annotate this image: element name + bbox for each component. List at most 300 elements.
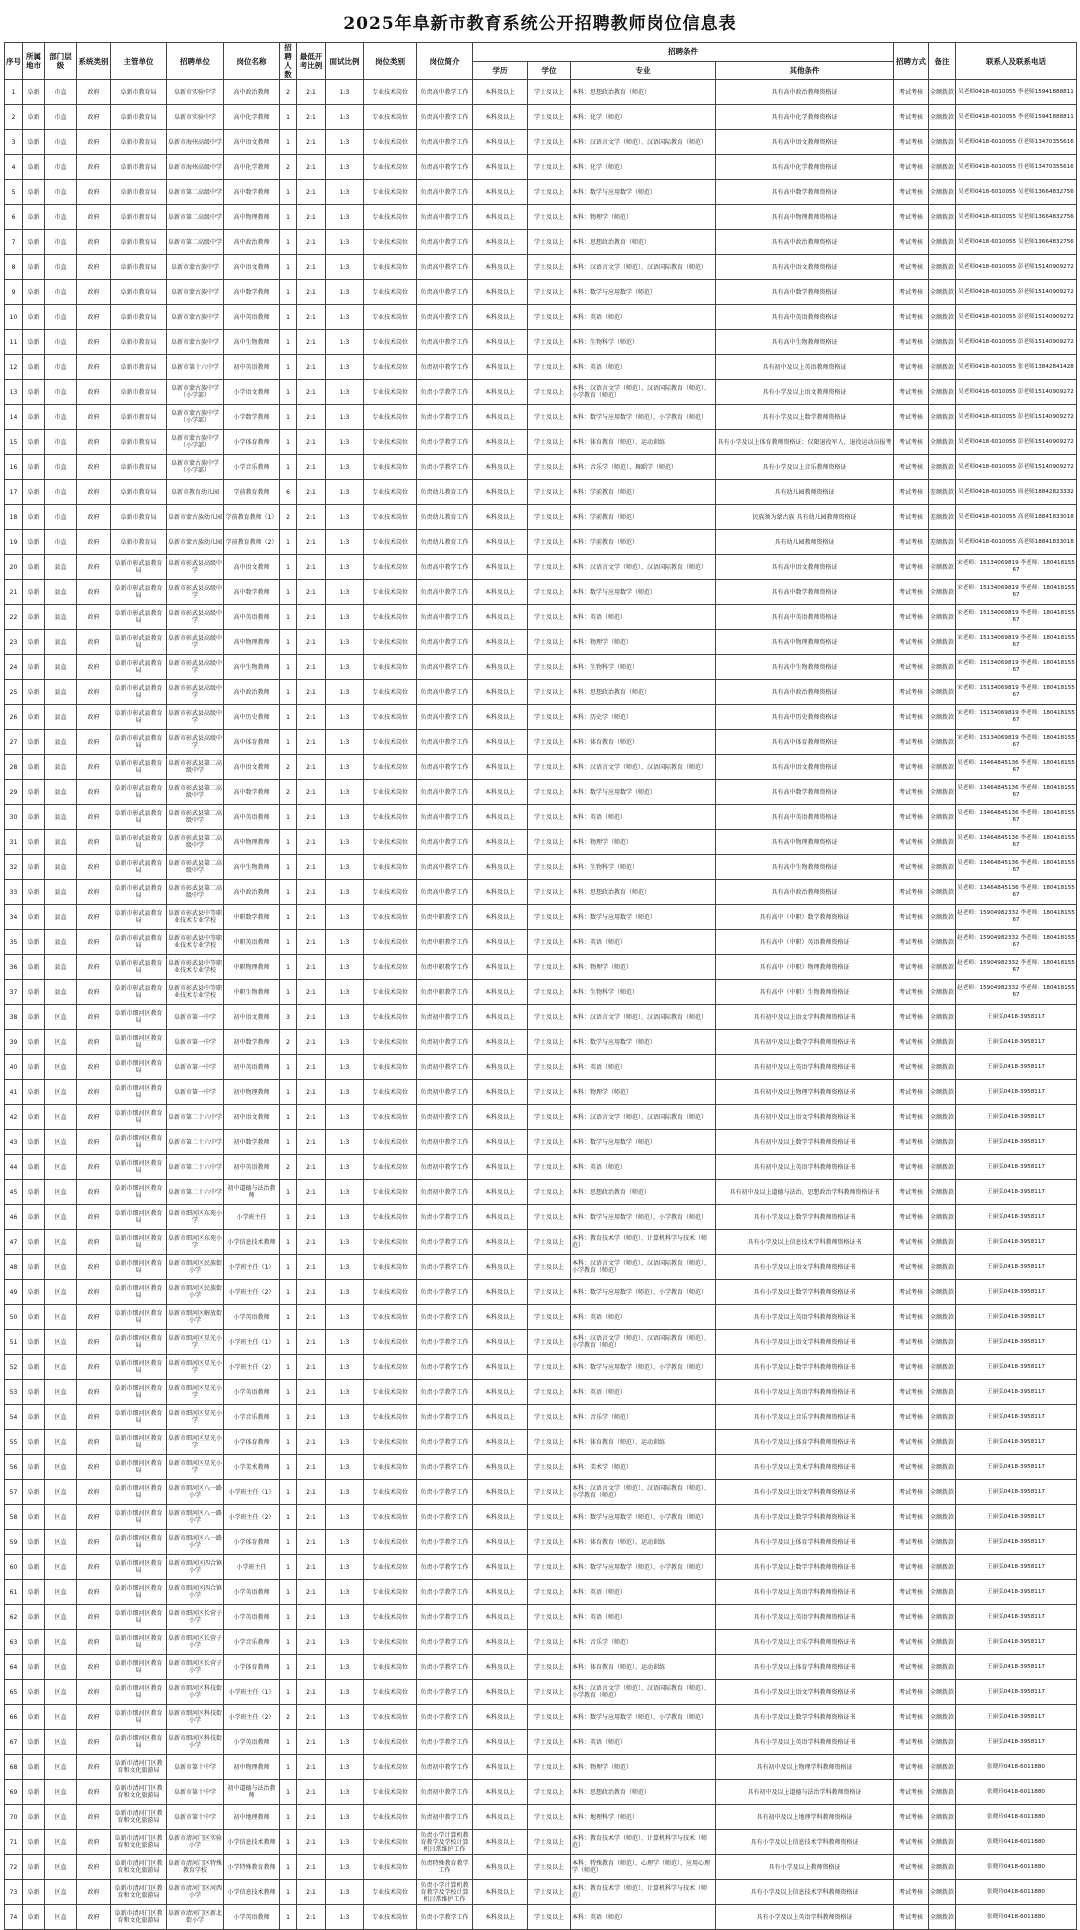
cell-other: 具有小学及以上音乐学科教师资格证书 — [716, 1405, 894, 1430]
cell-count: 2 — [280, 155, 297, 180]
header-edu: 学历 — [473, 61, 528, 80]
cell-system: 政府 — [77, 1280, 111, 1305]
cell-region: 阜新 — [23, 705, 45, 730]
cell-employer: 阜新市第二十六中学 — [167, 1155, 224, 1180]
cell-interview-ratio: 1:3 — [326, 1855, 364, 1880]
cell-min-ratio: 2:1 — [297, 480, 326, 505]
cell-system: 政府 — [77, 530, 111, 555]
cell-major: 本科：汉语言文学（师范）、汉语国际教育（师范）、小学教育（师范） — [571, 1680, 716, 1705]
cell-employer: 阜新市蒙古族中学（小学部） — [167, 430, 224, 455]
cell-level: 市直 — [45, 255, 77, 280]
cell-employer: 阜新市蒙古族中学 — [167, 330, 224, 355]
cell-intro: 负责高中教学工作 — [417, 555, 473, 580]
cell-category: 专业技术岗位 — [364, 1780, 417, 1805]
cell-contact: 吴老师0418-6010055 彭老师15140909272 — [956, 255, 1077, 280]
cell-employer: 阜新市实验中学 — [167, 105, 224, 130]
cell-count: 1 — [280, 1630, 297, 1655]
cell-count: 1 — [280, 1230, 297, 1255]
cell-level: 区直 — [45, 1805, 77, 1830]
cell-count: 1 — [280, 930, 297, 955]
cell-major: 本科：体育教育（师范） — [571, 730, 716, 755]
cell-method: 考试考核 — [894, 1205, 929, 1230]
cell-min-ratio: 2:1 — [297, 1730, 326, 1755]
cell-note: 全额拨款 — [929, 1430, 956, 1455]
cell-contact: 吴老师0418-6010055 彭老师15140909272 — [956, 380, 1077, 405]
cell-interview-ratio: 1:3 — [326, 1155, 364, 1180]
cell-major: 本科：汉语言文学（师范）、汉语国际教育（师范） — [571, 255, 716, 280]
table-row — [5, 1280, 1077, 1305]
cell-employer: 阜新市彰武县第二高级中学 — [167, 830, 224, 855]
cell-employer: 阜新市细河区长营子小学 — [167, 1630, 224, 1655]
cell-authority: 阜新市细河区教育局 — [111, 1280, 167, 1305]
cell-employer: 阜新市细河区八一路小学 — [167, 1505, 224, 1530]
table-row — [5, 1605, 1077, 1630]
cell-region: 阜新 — [23, 580, 45, 605]
cell-contact: 张晓玲0418-6011880 — [956, 1880, 1077, 1905]
cell-other: 具有高中历史教师资格证 — [716, 705, 894, 730]
cell-other: 具有幼儿园教师资格证 — [716, 480, 894, 505]
cell-method: 考试考核 — [894, 1405, 929, 1430]
cell-contact: 张晓玲0418-6011880 — [956, 1780, 1077, 1805]
cell-level: 区直 — [45, 1455, 77, 1480]
cell-note: 全额拨款 — [929, 780, 956, 805]
cell-major: 本科：英语（师范） — [571, 605, 716, 630]
cell-contact: 吴老师：13464845136 李老师：18041815567 — [956, 780, 1077, 805]
cell-count: 1 — [280, 1105, 297, 1130]
cell-degree: 学士及以上 — [528, 1480, 571, 1505]
cell-note: 全额拨款 — [929, 1730, 956, 1755]
cell-min-ratio: 2:1 — [297, 355, 326, 380]
cell-contact: 王丽弘0418-3958117 — [956, 1730, 1077, 1755]
cell-level: 市直 — [45, 305, 77, 330]
cell-other: 具有高中语文教师资格证 — [716, 130, 894, 155]
cell-intro: 负责幼儿教育工作 — [417, 505, 473, 530]
table-row — [5, 505, 1077, 530]
cell-other: 具有小学及以上体育学科教师资格证书 — [716, 1430, 894, 1455]
cell-employer: 阜新市清河门区河西小学 — [167, 1880, 224, 1905]
cell-min-ratio: 2:1 — [297, 455, 326, 480]
cell-region: 阜新 — [23, 505, 45, 530]
cell-count: 1 — [280, 1755, 297, 1780]
cell-count: 1 — [280, 530, 297, 555]
table-row — [5, 1030, 1077, 1055]
cell-level: 区直 — [45, 1205, 77, 1230]
cell-authority: 阜新市彰武县教育局 — [111, 980, 167, 1005]
cell-region: 阜新 — [23, 230, 45, 255]
cell-note: 全额拨款 — [929, 955, 956, 980]
cell-position: 高中物理教师 — [224, 830, 280, 855]
cell-authority: 阜新市彰武县教育局 — [111, 855, 167, 880]
cell-note: 全额拨款 — [929, 855, 956, 880]
cell-degree: 学士及以上 — [528, 630, 571, 655]
cell-position: 初中语文教师 — [224, 1005, 280, 1030]
cell-method: 考试考核 — [894, 1380, 929, 1405]
table-row — [5, 430, 1077, 455]
cell-major: 本科：汉语言文学（师范）、汉语国际教育（师范）、小学教育（师范） — [571, 1255, 716, 1280]
cell-intro: 负责高中教学工作 — [417, 280, 473, 305]
cell-level: 区直 — [45, 1480, 77, 1505]
cell-position: 初中物理教师 — [224, 1755, 280, 1780]
cell-employer: 阜新市细河区四合镇小学 — [167, 1580, 224, 1605]
cell-level: 县直 — [45, 780, 77, 805]
cell-major: 本科：思想政治教育（师范） — [571, 1780, 716, 1805]
cell-count: 1 — [280, 955, 297, 980]
cell-region: 阜新 — [23, 1880, 45, 1905]
cell-other: 具有小学及以上美术学科教师资格证书 — [716, 1455, 894, 1480]
table-row — [5, 480, 1077, 505]
cell-seq: 50 — [5, 1305, 23, 1330]
cell-intro: 负责小学教学工作 — [417, 1405, 473, 1430]
cell-intro: 负责小学教学工作 — [417, 455, 473, 480]
cell-intro: 负责高中教学工作 — [417, 330, 473, 355]
cell-interview-ratio: 1:3 — [326, 955, 364, 980]
cell-contact: 赵老师：15904982332 李老师：18041815567 — [956, 955, 1077, 980]
cell-position: 高中语文教师 — [224, 130, 280, 155]
cell-interview-ratio: 1:3 — [326, 1380, 364, 1405]
cell-system: 政府 — [77, 855, 111, 880]
cell-method: 考试考核 — [894, 1280, 929, 1305]
cell-intro: 负责初中教学工作 — [417, 355, 473, 380]
document-title: 2025年阜新市教育系统公开招聘教师岗位信息表 — [343, 14, 737, 34]
cell-region: 阜新 — [23, 1005, 45, 1030]
cell-system: 政府 — [77, 630, 111, 655]
cell-position: 学前教育教师 — [224, 480, 280, 505]
cell-contact: 宋老师：15134069819 李老师：18041815567 — [956, 630, 1077, 655]
cell-system: 政府 — [77, 755, 111, 780]
cell-degree: 学士及以上 — [528, 1330, 571, 1355]
cell-min-ratio: 2:1 — [297, 830, 326, 855]
header-method: 招聘方式 — [894, 43, 929, 80]
cell-position: 中职英语教师 — [224, 930, 280, 955]
cell-min-ratio: 2:1 — [297, 1755, 326, 1780]
cell-contact: 吴老师0418-6010055 彭老师15140909272 — [956, 280, 1077, 305]
cell-employer: 阜新市细河区长营子小学 — [167, 1655, 224, 1680]
cell-other: 具有高中（中职）物理教师资格证 — [716, 955, 894, 980]
cell-major: 本科：汉语言文学（师范）、汉语国际教育（师范）、小学教育（师范） — [571, 1330, 716, 1355]
cell-position: 高中数学教师 — [224, 580, 280, 605]
cell-intro: 负责高中教学工作 — [417, 105, 473, 130]
table-row — [5, 655, 1077, 680]
cell-degree: 学士及以上 — [528, 1530, 571, 1555]
cell-seq: 3 — [5, 130, 23, 155]
cell-degree: 学士及以上 — [528, 705, 571, 730]
cell-employer: 阜新市第十中学 — [167, 1805, 224, 1830]
cell-region: 阜新 — [23, 1080, 45, 1105]
cell-region: 阜新 — [23, 180, 45, 205]
cell-major: 本科：物理学（师范） — [571, 1755, 716, 1780]
cell-count: 1 — [280, 1530, 297, 1555]
cell-authority: 阜新市细河区教育局 — [111, 1205, 167, 1230]
cell-degree: 学士及以上 — [528, 655, 571, 680]
cell-method: 考试考核 — [894, 205, 929, 230]
table-row — [5, 580, 1077, 605]
cell-category: 专业技术岗位 — [364, 755, 417, 780]
table-row — [5, 1155, 1077, 1180]
cell-level: 区直 — [45, 1530, 77, 1555]
cell-interview-ratio: 1:3 — [326, 1580, 364, 1605]
cell-level: 区直 — [45, 1430, 77, 1455]
cell-category: 专业技术岗位 — [364, 855, 417, 880]
cell-contact: 宋老师：15134069819 李老师：18041815567 — [956, 730, 1077, 755]
header-note: 备注 — [929, 43, 956, 80]
header-seq: 序号 — [5, 43, 23, 80]
cell-min-ratio: 2:1 — [297, 1805, 326, 1830]
cell-degree: 学士及以上 — [528, 255, 571, 280]
cell-level: 区直 — [45, 1830, 77, 1855]
cell-region: 阜新 — [23, 105, 45, 130]
cell-interview-ratio: 1:3 — [326, 605, 364, 630]
cell-min-ratio: 2:1 — [297, 630, 326, 655]
cell-interview-ratio: 1:3 — [326, 855, 364, 880]
cell-note: 全额拨款 — [929, 1505, 956, 1530]
cell-position: 高中物理教师 — [224, 630, 280, 655]
cell-interview-ratio: 1:3 — [326, 730, 364, 755]
cell-degree: 学士及以上 — [528, 1680, 571, 1705]
cell-authority: 阜新市细河区教育局 — [111, 1630, 167, 1655]
cell-position: 小学英语教师 — [224, 1380, 280, 1405]
cell-interview-ratio: 1:3 — [326, 1355, 364, 1380]
cell-major: 本科：汉语言文学（师范）、汉语国际教育（师范） — [571, 555, 716, 580]
cell-contact: 王丽弘0418-3958117 — [956, 1180, 1077, 1205]
cell-interview-ratio: 1:3 — [326, 705, 364, 730]
cell-method: 考试考核 — [894, 780, 929, 805]
cell-contact: 吴老师0418-6010055 任老师13470355616 — [956, 130, 1077, 155]
cell-other: 具有小学及以上教师资格证 — [716, 1855, 894, 1880]
cell-major: 本科：英语（师范） — [571, 1155, 716, 1180]
cell-min-ratio: 2:1 — [297, 1555, 326, 1580]
cell-min-ratio: 2:1 — [297, 405, 326, 430]
cell-count: 1 — [280, 705, 297, 730]
cell-employer: 阜新市细河区长营子小学 — [167, 1605, 224, 1630]
cell-interview-ratio: 1:3 — [326, 1730, 364, 1755]
cell-authority: 阜新市细河区教育局 — [111, 1380, 167, 1405]
cell-seq: 7 — [5, 230, 23, 255]
cell-contact: 吴老师：13464845136 李老师：18041815567 — [956, 830, 1077, 855]
cell-contact: 张晓玲0418-6011880 — [956, 1830, 1077, 1855]
cell-region: 阜新 — [23, 480, 45, 505]
cell-authority: 阜新市细河区教育局 — [111, 1555, 167, 1580]
cell-level: 区直 — [45, 1380, 77, 1405]
cell-min-ratio: 2:1 — [297, 1780, 326, 1805]
cell-note: 全额拨款 — [929, 1530, 956, 1555]
cell-edu: 本科及以上 — [473, 905, 528, 930]
cell-note: 全额拨款 — [929, 405, 956, 430]
cell-intro: 负责小学教学工作 — [417, 380, 473, 405]
cell-category: 专业技术岗位 — [364, 1305, 417, 1330]
cell-method: 考试考核 — [894, 1580, 929, 1605]
cell-degree: 学士及以上 — [528, 1255, 571, 1280]
cell-region: 阜新 — [23, 1105, 45, 1130]
cell-category: 专业技术岗位 — [364, 1480, 417, 1505]
cell-method: 考试考核 — [894, 1905, 929, 1930]
cell-min-ratio: 2:1 — [297, 130, 326, 155]
cell-intro: 负责小学教学工作 — [417, 1305, 473, 1330]
cell-note: 全额拨款 — [929, 230, 956, 255]
cell-min-ratio: 2:1 — [297, 855, 326, 880]
cell-method: 考试考核 — [894, 155, 929, 180]
cell-seq: 20 — [5, 555, 23, 580]
cell-authority: 阜新市教育局 — [111, 80, 167, 105]
cell-employer: 阜新市彰武县高级中学 — [167, 580, 224, 605]
cell-min-ratio: 2:1 — [297, 605, 326, 630]
cell-degree: 学士及以上 — [528, 155, 571, 180]
cell-position: 小学班主任（1） — [224, 1480, 280, 1505]
cell-intro: 负责高中教学工作 — [417, 880, 473, 905]
cell-min-ratio: 2:1 — [297, 780, 326, 805]
cell-employer: 阜新市彰武县中等职业技术专业学校 — [167, 955, 224, 980]
cell-min-ratio: 2:1 — [297, 380, 326, 405]
cell-region: 阜新 — [23, 1505, 45, 1530]
table-row — [5, 1105, 1077, 1130]
cell-method: 考试考核 — [894, 255, 929, 280]
cell-other: 具有初中及以上语文学科教师资格证书 — [716, 1105, 894, 1130]
cell-authority: 阜新市细河区教育局 — [111, 1405, 167, 1430]
cell-edu: 本科及以上 — [473, 1630, 528, 1655]
cell-seq: 35 — [5, 930, 23, 955]
cell-degree: 学士及以上 — [528, 1105, 571, 1130]
cell-other: 具有小学及以上信息技术学科教师资格证 — [716, 1880, 894, 1905]
cell-intro: 负责小学教学工作 — [417, 1630, 473, 1655]
cell-major: 本科：英语（师范） — [571, 1905, 716, 1930]
cell-edu: 本科及以上 — [473, 780, 528, 805]
cell-degree: 学士及以上 — [528, 1205, 571, 1230]
table-row — [5, 1430, 1077, 1455]
cell-intro: 负责高中教学工作 — [417, 580, 473, 605]
cell-edu: 本科及以上 — [473, 1605, 528, 1630]
cell-category: 专业技术岗位 — [364, 1130, 417, 1155]
cell-note: 全额拨款 — [929, 805, 956, 830]
cell-interview-ratio: 1:3 — [326, 330, 364, 355]
cell-region: 阜新 — [23, 1780, 45, 1805]
cell-degree: 学士及以上 — [528, 1080, 571, 1105]
cell-degree: 学士及以上 — [528, 1405, 571, 1430]
cell-interview-ratio: 1:3 — [326, 1405, 364, 1430]
cell-min-ratio: 2:1 — [297, 1405, 326, 1430]
cell-degree: 学士及以上 — [528, 605, 571, 630]
cell-major: 本科：音乐学（师范）、舞蹈学（师范） — [571, 455, 716, 480]
cell-major: 本科：音乐学（师范） — [571, 1405, 716, 1430]
cell-position: 高中生物教师 — [224, 330, 280, 355]
cell-position: 高中生物教师 — [224, 855, 280, 880]
cell-min-ratio: 2:1 — [297, 1305, 326, 1330]
cell-note: 全额拨款 — [929, 1480, 956, 1505]
cell-count: 1 — [280, 1405, 297, 1430]
cell-method: 考试考核 — [894, 730, 929, 755]
cell-count: 1 — [280, 1380, 297, 1405]
cell-interview-ratio: 1:3 — [326, 1105, 364, 1130]
cell-major: 本科：思想政治教育（师范） — [571, 1180, 716, 1205]
cell-other: 具有高中政治教师资格证 — [716, 680, 894, 705]
cell-intro: 负责幼儿教育工作 — [417, 530, 473, 555]
cell-position: 中职生物教师 — [224, 980, 280, 1005]
cell-edu: 本科及以上 — [473, 1280, 528, 1305]
cell-seq: 74 — [5, 1905, 23, 1930]
cell-note: 全额拨款 — [929, 1605, 956, 1630]
cell-note: 全额拨款 — [929, 1205, 956, 1230]
cell-count: 1 — [280, 1730, 297, 1755]
cell-degree: 学士及以上 — [528, 505, 571, 530]
table-row — [5, 1455, 1077, 1480]
cell-min-ratio: 2:1 — [297, 1880, 326, 1905]
cell-interview-ratio: 1:3 — [326, 1530, 364, 1555]
cell-intro: 负责高中教学工作 — [417, 705, 473, 730]
table-row — [5, 980, 1077, 1005]
cell-count: 1 — [280, 905, 297, 930]
cell-interview-ratio: 1:3 — [326, 1230, 364, 1255]
cell-level: 区直 — [45, 1305, 77, 1330]
cell-degree: 学士及以上 — [528, 330, 571, 355]
cell-category: 专业技术岗位 — [364, 1255, 417, 1280]
cell-min-ratio: 2:1 — [297, 1380, 326, 1405]
table-row — [5, 105, 1077, 130]
cell-count: 1 — [280, 680, 297, 705]
cell-interview-ratio: 1:3 — [326, 1830, 364, 1855]
cell-major: 本科：英语（师范） — [571, 1055, 716, 1080]
cell-system: 政府 — [77, 1830, 111, 1855]
cell-interview-ratio: 1:3 — [326, 405, 364, 430]
cell-category: 专业技术岗位 — [364, 880, 417, 905]
cell-note: 全额拨款 — [929, 205, 956, 230]
cell-contact: 宋老师：15134069819 李老师：18041815567 — [956, 680, 1077, 705]
cell-category: 专业技术岗位 — [364, 1530, 417, 1555]
cell-level: 区直 — [45, 1080, 77, 1105]
cell-contact: 王丽弘0418-3958117 — [956, 1655, 1077, 1680]
cell-major: 本科：数学与应用数学（师范） — [571, 905, 716, 930]
cell-system: 政府 — [77, 1680, 111, 1705]
cell-note: 全额拨款 — [929, 1255, 956, 1280]
cell-position: 小学班主任（2） — [224, 1280, 280, 1305]
cell-note: 全额拨款 — [929, 355, 956, 380]
cell-degree: 学士及以上 — [528, 1630, 571, 1655]
cell-degree: 学士及以上 — [528, 130, 571, 155]
header-min-ratio: 最低开考比例 — [297, 43, 326, 80]
cell-intro: 负责初中教学工作 — [417, 1780, 473, 1805]
cell-system: 政府 — [77, 255, 111, 280]
cell-seq: 68 — [5, 1755, 23, 1780]
cell-level: 区直 — [45, 1680, 77, 1705]
cell-category: 专业技术岗位 — [364, 255, 417, 280]
cell-interview-ratio: 1:3 — [326, 905, 364, 930]
cell-other: 具有高中生物教师资格证 — [716, 855, 894, 880]
cell-note: 全额拨款 — [929, 1230, 956, 1255]
cell-region: 阜新 — [23, 680, 45, 705]
cell-system: 政府 — [77, 1055, 111, 1080]
cell-seq: 67 — [5, 1730, 23, 1755]
table-row — [5, 330, 1077, 355]
cell-intro: 负责高中教学工作 — [417, 780, 473, 805]
cell-position: 初中道德与法治教师 — [224, 1780, 280, 1805]
cell-position: 小学体育教师 — [224, 430, 280, 455]
cell-seq: 37 — [5, 980, 23, 1005]
cell-region: 阜新 — [23, 1130, 45, 1155]
cell-system: 政府 — [77, 480, 111, 505]
cell-edu: 本科及以上 — [473, 1255, 528, 1280]
cell-method: 考试考核 — [894, 1830, 929, 1855]
cell-min-ratio: 2:1 — [297, 880, 326, 905]
cell-note: 全额拨款 — [929, 455, 956, 480]
cell-interview-ratio: 1:3 — [326, 455, 364, 480]
cell-level: 区直 — [45, 1605, 77, 1630]
cell-seq: 49 — [5, 1280, 23, 1305]
cell-contact: 张晓玲0418-6011880 — [956, 1755, 1077, 1780]
cell-other: 具有小学及以上体育教师资格证；仅限退役军人、退役运动员报考 — [716, 430, 894, 455]
cell-category: 专业技术岗位 — [364, 505, 417, 530]
cell-note: 全额拨款 — [929, 80, 956, 105]
cell-major: 本科：数学与应用数学（师范） — [571, 780, 716, 805]
cell-authority: 阜新市彰武县教育局 — [111, 605, 167, 630]
cell-note: 全额拨款 — [929, 1080, 956, 1105]
header-contact: 联系人及联系电话 — [956, 43, 1077, 80]
